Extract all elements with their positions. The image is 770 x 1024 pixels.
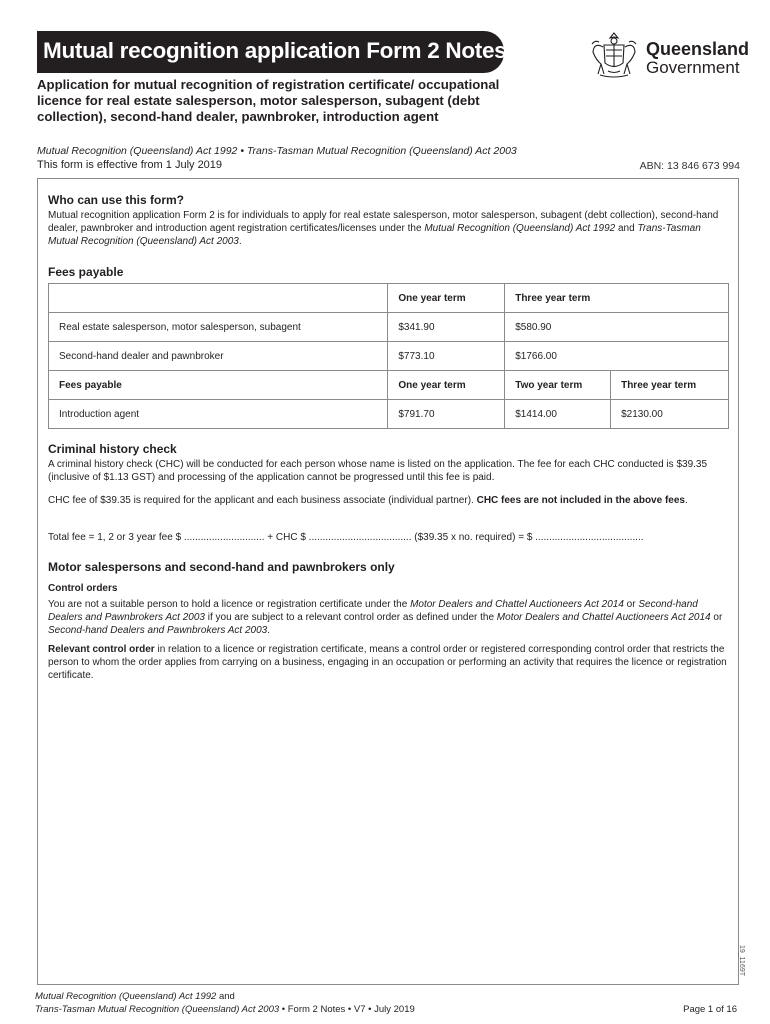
table-cell: $580.90 [505,313,729,342]
chc-heading: Criminal history check [48,442,177,456]
logo-government-text: Government [646,58,740,77]
relevant-control-order-paragraph: Relevant control order in relation to a licence or registration certificate, means a control order or registered corresponding control order that restricts the person to whom the order applies from carrying on a business, engaging in an occupation or performing an activity that requires the licence or registration certificate. [48,644,727,681]
form-subtitle: Application for mutual recognition of registration certificate/ occupational licence for real estate salesperson, motor salesperson, subagent (debt collection), second-hand dealer, pawnbroker, introduction agent [37,77,500,125]
table-cell [49,284,388,313]
table-cell: $341.90 [388,313,505,342]
table-header: Three year term [505,284,729,313]
table-cell: $1414.00 [505,400,611,429]
table-header: Two year term [505,371,611,400]
who-paragraph: Mutual recognition application Form 2 is for individuals to apply for real estate salesperson, motor salesperson, subagent (debt collection), second-hand dealer, pawnbroker and introduction agent registration certificates/licenses under the Mutual Recognition (Queensland) Act 1992 and Trans-Tasman Mutual Recognition (Queensland) Act 2003. [48,210,719,247]
fees-table [48,283,729,429]
table-cell: Real estate salesperson, motor salesperson, subagent [49,313,388,342]
logo-queensland-text: Queensland [646,39,750,59]
page-number: Page 1 of 16 [683,1004,737,1015]
table-cell: Second-hand dealer and pawnbroker [49,342,388,371]
table-row [49,371,729,400]
control-orders-paragraph: You are not a suitable person to hold a licence or registration certificate under the Motor Dealers and Chattel Auctioneers Act 2014 or Second-hand Dealers and Pawnbrokers Act 2003 if you are subject to a relevant control order as defined under the Motor Dealers and Chattel Auctioneers Act 2014 or Second-hand Dealers and Pawnbrokers Act 2003. [48,599,723,636]
queensland-coat-of-arms-icon [588,30,640,80]
acts-line: Mutual Recognition (Queensland) Act 1992 • Trans-Tasman Mutual Recognition (Queensland) Act 2003 [37,145,517,157]
fees-heading: Fees payable [48,265,124,279]
control-orders-heading: Control orders [48,583,118,594]
footer-line-1: Mutual Recognition (Queensland) Act 1992 and [35,991,235,1002]
table-header: Three year term [611,371,729,400]
table-cell: $773.10 [388,342,505,371]
who-heading: Who can use this form? [48,193,185,207]
table-cell: Introduction agent [49,400,388,429]
form-code: 19_1169T [738,945,745,977]
table-row [49,400,729,429]
title-banner [37,31,507,73]
queensland-government-logo [588,30,748,80]
motor-heading: Motor salespersons and second-hand and pawnbrokers only [48,560,395,574]
table-row [49,342,729,371]
table-header: One year term [388,371,505,400]
table-row [49,284,729,313]
abn-number: ABN: 13 846 673 994 [639,160,740,172]
table-row [49,313,729,342]
chc-fee-paragraph: CHC fee of $39.35 is required for the applicant and each business associate (individual partner). CHC fees are not included in the above fees. [48,495,688,506]
table-cell: $2130.00 [611,400,729,429]
table-header: One year term [388,284,505,313]
total-fee-line: Total fee = 1, 2 or 3 year fee $ ............................. + CHC $ ..................................... ($39.35 x no. required) = $ ....................................... [48,532,644,543]
page-title: Mutual recognition application Form 2 Notes [43,38,507,63]
footer-line-2: Trans-Tasman Mutual Recognition (Queensland) Act 2003 • Form 2 Notes • V7 • July 2019 [35,1004,415,1015]
table-header: Fees payable [49,371,388,400]
table-cell: $1766.00 [505,342,729,371]
effective-date: This form is effective from 1 July 2019 [37,159,223,171]
chc-paragraph: A criminal history check (CHC) will be conducted for each person whose name is listed on the application. The fee for each CHC conducted is $39.35 (inclusive of $1.13 GST) and processing of the application cannot be progressed until this fee is paid. [48,459,708,483]
table-cell: $791.70 [388,400,505,429]
